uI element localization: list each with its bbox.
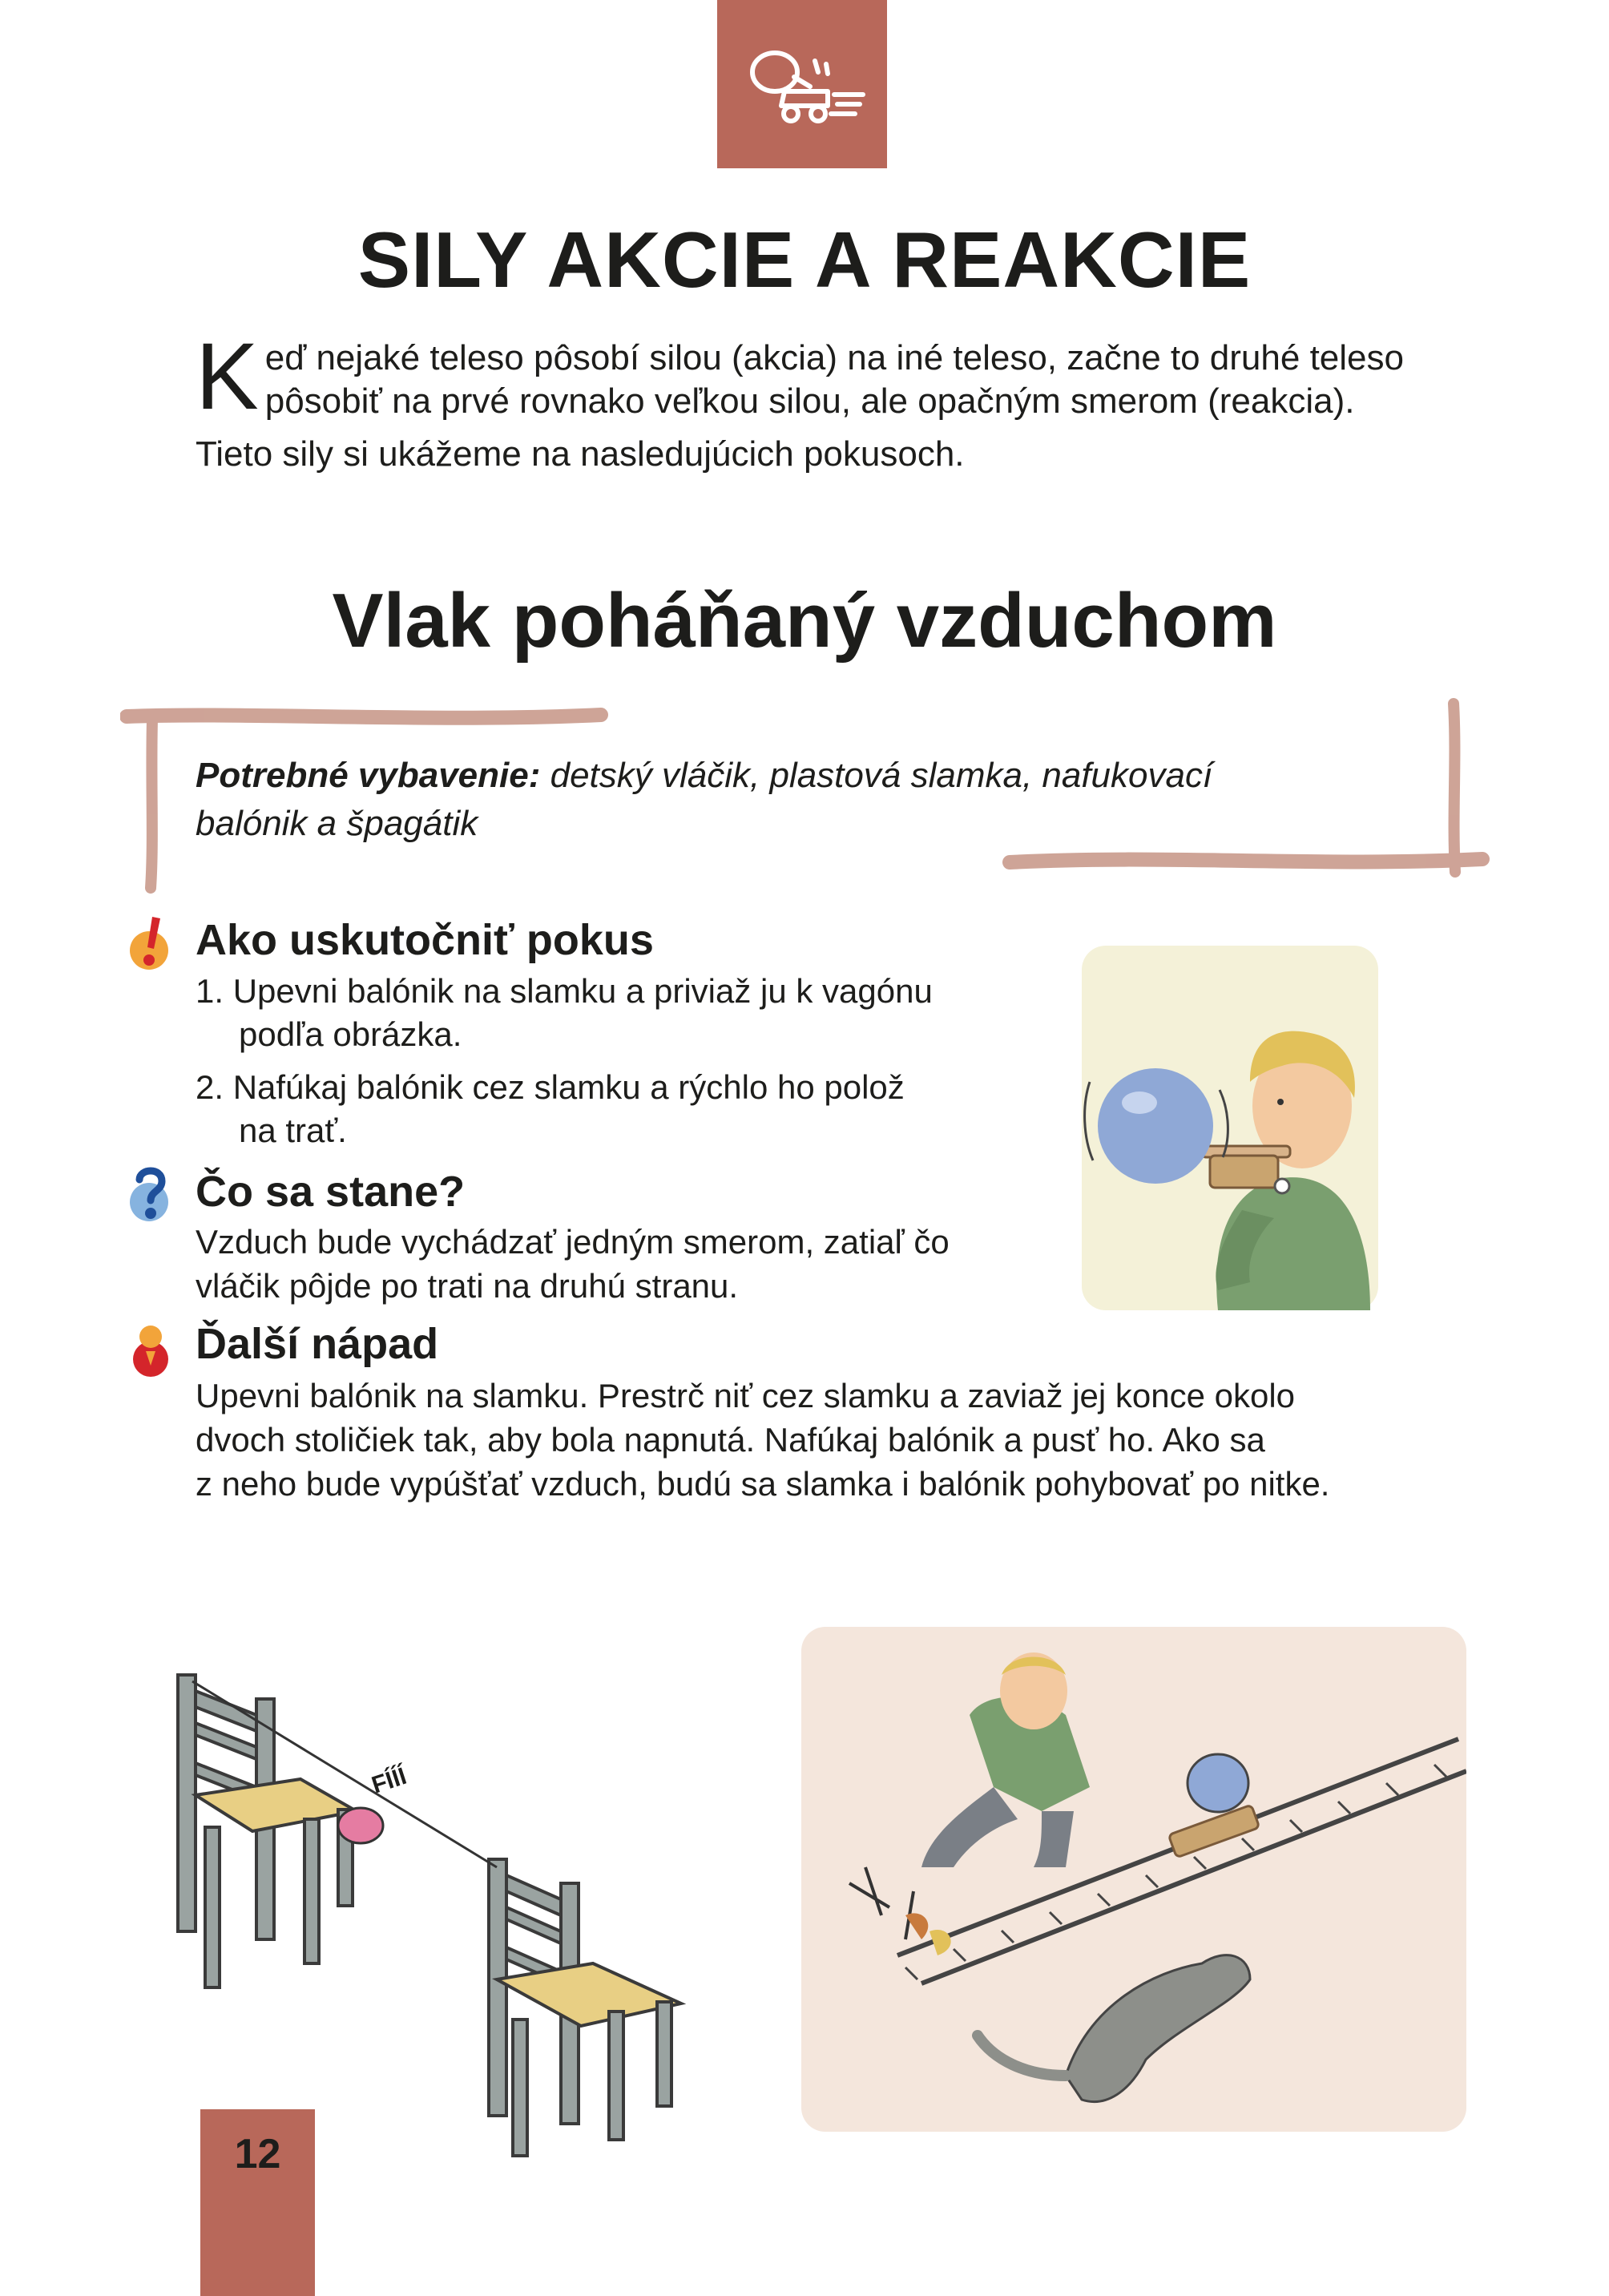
next-idea-text [196, 1374, 1329, 1506]
intro-paragraph [196, 324, 1446, 476]
intro-line-1: eď nejaké teleso pôsobí silou (akcia) na iné teleso, začne to druhé teleso [264, 338, 1404, 377]
idea-icon [128, 1319, 173, 1380]
header-tab [717, 0, 887, 168]
step-1-line-2: podľa obrázka. [239, 1015, 462, 1053]
intro-line-3: Tieto sily si ukážeme na nasledujúcich pokusoch. [196, 434, 965, 474]
step-2-line-2: na trať. [239, 1112, 347, 1149]
page-number: 12 [234, 2131, 281, 2177]
page-number-tab [200, 2109, 315, 2296]
next-idea-title: Ďalší nápad [196, 1320, 439, 1368]
chairs-sound-text: FÍÍÍ [368, 1762, 410, 1799]
question-icon [128, 1165, 173, 1226]
step-1-line-1: 1. Upevni balónik na slamku a priviaž ju k vagónu [196, 972, 933, 1010]
what-happens-text [196, 1220, 950, 1308]
equipment-label: Potrebné vybavenie: [196, 756, 541, 795]
next-idea-line-1: Upevni balónik na slamku. Prestrč niť cez slamku a zaviaž jej konce okolo [196, 1377, 1296, 1414]
what-happens-title: Čo sa stane? [196, 1168, 466, 1216]
how-to-title: Ako uskutočniť pokus [196, 916, 654, 964]
equipment-line-2: balónik a špagátik [196, 804, 478, 843]
drop-cap: K [196, 324, 259, 430]
list-item [196, 1066, 1013, 1152]
list-item [196, 970, 1013, 1056]
chairs-string-illustration [160, 1667, 705, 2164]
experiment-title: Vlak poháňaný vzduchom [332, 578, 1277, 664]
boy-train-cat-illustration [801, 1627, 1466, 2132]
boy-blowing-balloon-illustration [1082, 946, 1378, 1310]
what-happens-line-1: Vzduch bude vychádzať jedným smerom, zatiaľ čo [196, 1223, 950, 1261]
step-2-line-1: 2. Nafúkaj balónik cez slamku a rýchlo ho polož [196, 1068, 905, 1106]
next-idea-line-3: z neho bude vypúšťať vzduch, budú sa slamka i balónik pohybovať po nitke. [196, 1465, 1330, 1503]
intro-line-2: pôsobiť na prvé rovnako veľkou silou, ale opačným smerom (reakcia). [264, 381, 1355, 421]
what-happens-line-2: vláčik pôjde po trati na druhú stranu. [196, 1267, 739, 1305]
equipment-line-1: detský vláčik, plastová slamka, nafukovací [540, 756, 1213, 795]
exclamation-icon [128, 914, 173, 974]
balloon-cart-icon [738, 45, 866, 133]
equipment-text [196, 752, 1349, 848]
next-idea-line-2: dvoch stoličiek tak, aby bola napnutá. Nafúkaj balónik a pusť ho. Ako sa [196, 1421, 1265, 1459]
page-title: SILY AKCIE A REAKCIE [357, 216, 1252, 304]
